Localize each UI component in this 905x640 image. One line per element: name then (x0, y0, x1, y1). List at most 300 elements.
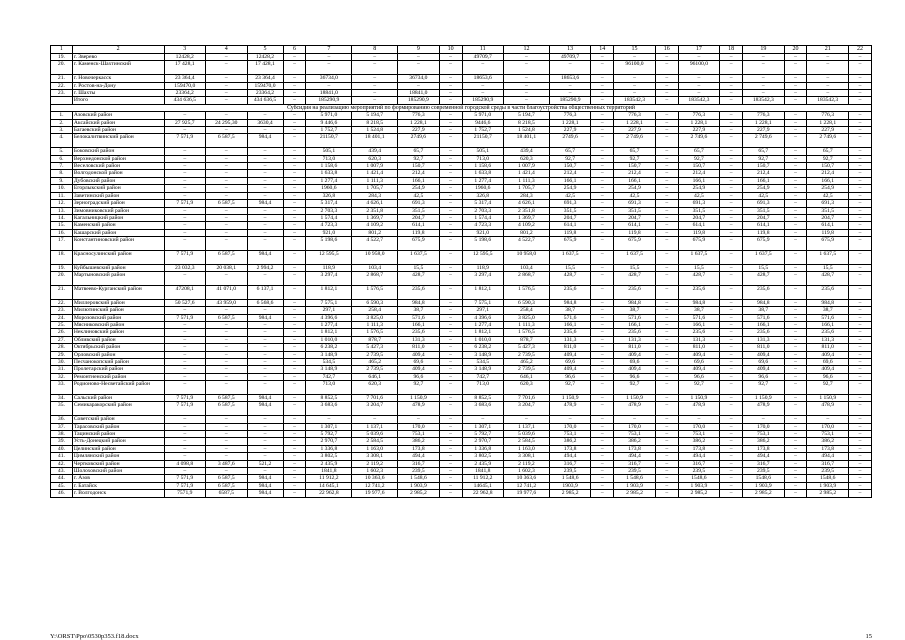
table-cell: 1 576,5 (504, 329, 550, 336)
table-cell: – (247, 222, 283, 229)
table-cell: 5 317,4 (462, 200, 503, 207)
table-cell: 8 (352, 46, 398, 54)
table-cell: – (720, 214, 743, 221)
table-cell: – (720, 54, 743, 61)
table-cell: 297,1 (462, 307, 503, 314)
table-cell: – (247, 373, 283, 380)
table-cell: – (439, 207, 462, 214)
row-name-cell: Тацинский район (72, 431, 164, 438)
table-cell: 2 351,8 (352, 207, 398, 214)
table-cell: 3 148,9 (306, 351, 352, 358)
table-cell: – (206, 222, 247, 229)
table-cell: 7 575,1 (462, 299, 503, 306)
table-cell: 2 703,3 (306, 207, 352, 214)
table-cell: 3 297,4 (462, 272, 503, 286)
table-cell: – (614, 75, 655, 82)
table-row (51, 134, 872, 148)
table-cell: – (720, 460, 743, 467)
table-cell: – (247, 445, 283, 452)
table-cell: 4 109,2 (352, 222, 398, 229)
table-cell: – (848, 54, 871, 61)
table-cell: 235,6 (743, 329, 784, 336)
table-cell: 409,4 (398, 366, 439, 373)
table-cell: – (848, 207, 871, 214)
table-cell: 7 (306, 46, 352, 54)
table-cell: 9446,6 (462, 119, 503, 126)
table-cell: 131,3 (614, 336, 655, 343)
table-cell: – (655, 229, 678, 236)
table-cell: 96100,0 (614, 61, 655, 75)
table-cell: 23. (51, 307, 73, 314)
table-cell: 27 925,7 (164, 119, 205, 126)
table-cell: – (306, 54, 352, 61)
table-row (51, 482, 872, 489)
table-cell: 65,7 (807, 148, 848, 155)
table-cell: – (164, 445, 205, 452)
table-cell: – (720, 127, 743, 134)
table-cell: 150,7 (398, 163, 439, 170)
table-cell: 1 111,3 (352, 321, 398, 328)
table-cell: – (439, 381, 462, 395)
table-cell: – (206, 148, 247, 155)
table-cell: 811,0 (549, 344, 590, 351)
row-name-cell: Мартыновский район (72, 272, 164, 286)
table-cell: 4 723,3 (306, 222, 352, 229)
row-name-cell: Советский район (72, 416, 164, 423)
table-cell: – (164, 155, 205, 162)
table-cell: 7 571,9 (164, 314, 205, 321)
table-cell: 166,1 (614, 321, 655, 328)
table-cell: 1 150,9 (614, 394, 655, 401)
table-cell: 3 308,1 (504, 453, 550, 460)
table-cell: 6 587,5 (206, 134, 247, 148)
table-cell: 254,9 (678, 185, 719, 192)
table-cell: – (591, 207, 614, 214)
table-cell: – (655, 381, 678, 395)
table-cell: 1 576,5 (352, 285, 398, 299)
table-row (51, 468, 872, 475)
table-cell: 22. (51, 82, 73, 89)
table-cell: 118,9 (306, 264, 352, 271)
table-cell: – (614, 82, 655, 89)
table-cell: – (720, 468, 743, 475)
table-cell: – (720, 177, 743, 184)
table-cell: 14 645,1 (306, 482, 352, 489)
table-cell: 1 336,8 (306, 445, 352, 452)
table-cell: 119,8 (398, 229, 439, 236)
table-row (51, 285, 872, 299)
table-cell: – (784, 490, 807, 497)
table-cell: – (655, 82, 678, 89)
table-cell: – (720, 200, 743, 207)
table-cell: – (720, 264, 743, 271)
table-cell: 1 228,1 (678, 119, 719, 126)
table-cell: 12. (51, 200, 73, 207)
page-number: 15 (865, 633, 872, 640)
table-cell: – (439, 358, 462, 365)
table-cell: 119,8 (549, 229, 590, 236)
table-cell: 5 971,0 (462, 112, 503, 119)
table-cell: 494,4 (743, 453, 784, 460)
row-name-cell: Песчанокопский район (72, 358, 164, 365)
table-cell: 41. (51, 453, 73, 460)
table-cell: 166,1 (743, 321, 784, 328)
table-cell: 10 363,6 (352, 475, 398, 482)
table-cell: 7 571,9 (164, 402, 205, 416)
table-cell: – (439, 344, 462, 351)
table-cell: – (784, 155, 807, 162)
table-row (51, 90, 872, 97)
table-cell: – (720, 438, 743, 445)
table-cell: 18653,6 (462, 75, 503, 82)
table-cell: 811,0 (398, 344, 439, 351)
table-cell: 4 723,3 (462, 222, 503, 229)
table-cell: – (591, 460, 614, 467)
table-row (51, 127, 872, 134)
table-cell: – (655, 453, 678, 460)
table-cell: 17 428,1 (247, 61, 283, 75)
table-cell: 1841,8 (462, 468, 503, 475)
table-cell: – (655, 329, 678, 336)
table-cell: – (784, 250, 807, 264)
table-cell: – (848, 177, 871, 184)
table-cell: – (504, 416, 550, 423)
table-cell: 2 435,9 (306, 460, 352, 467)
table-cell: – (504, 97, 550, 104)
table-cell: 258,4 (352, 307, 398, 314)
table-cell: – (848, 61, 871, 75)
table-cell: – (720, 61, 743, 75)
table-cell: 166,1 (678, 177, 719, 184)
table-cell: 92,7 (614, 381, 655, 395)
table-cell: 984,8 (549, 299, 590, 306)
table-cell: – (720, 90, 743, 97)
table-cell: 713,0 (462, 381, 503, 395)
table-cell: 96100,0 (678, 61, 719, 75)
table-cell: 50 527,6 (164, 299, 205, 306)
table-cell: 1 150,9 (549, 394, 590, 401)
table-cell: – (720, 329, 743, 336)
table-cell: – (283, 475, 306, 482)
table-cell: 96,6 (549, 373, 590, 380)
table-cell: 170,0 (398, 423, 439, 430)
table-row (51, 423, 872, 430)
table-cell: – (247, 438, 283, 445)
table-cell: 212,4 (614, 170, 655, 177)
table-cell: – (720, 475, 743, 482)
table-cell: 92,7 (678, 155, 719, 162)
table-cell: – (247, 351, 283, 358)
table-cell: 878,7 (504, 336, 550, 343)
table-cell: – (206, 453, 247, 460)
table-cell: 1 163,0 (352, 445, 398, 452)
table-cell: – (283, 90, 306, 97)
table-cell: 3 148,9 (462, 351, 503, 358)
table-cell: – (784, 54, 807, 61)
table-cell: 2 970,7 (306, 438, 352, 445)
table-cell: – (283, 490, 306, 497)
table-cell: 1 903,9 (807, 482, 848, 489)
table-cell: – (720, 336, 743, 343)
table-cell: 18841,0 (306, 90, 352, 97)
table-cell: 204,7 (743, 214, 784, 221)
table-cell: 326,8 (462, 192, 503, 199)
table-cell: – (784, 402, 807, 416)
table-cell: 478,9 (549, 402, 590, 416)
table-row (51, 460, 872, 467)
table-cell: – (655, 358, 678, 365)
table-cell: 614,1 (398, 222, 439, 229)
table-cell: – (743, 54, 784, 61)
table-cell: 1 137,1 (352, 423, 398, 430)
section-title: Субсидия на реализацию мероприятий по формированию современной городской среды в части благоустройства общественных территорий (51, 104, 872, 111)
table-cell: 465,2 (352, 358, 398, 365)
table-cell: – (848, 468, 871, 475)
table-cell: 776,3 (678, 112, 719, 119)
table-cell: – (352, 82, 398, 89)
table-cell: – (283, 54, 306, 61)
table-cell: 646,1 (352, 373, 398, 380)
table-cell: 212,4 (743, 170, 784, 177)
table-cell: – (720, 119, 743, 126)
table-cell: – (720, 307, 743, 314)
table-cell: 1 705,7 (504, 185, 550, 192)
table-cell: 227,9 (614, 127, 655, 134)
table-cell: – (591, 314, 614, 321)
table-cell: 11. (51, 192, 73, 199)
table-row (51, 264, 872, 271)
table-cell: – (784, 445, 807, 452)
table-cell: – (720, 366, 743, 373)
table-cell: 166,1 (807, 321, 848, 328)
table-cell: – (784, 468, 807, 475)
table-cell: 434 636,5 (164, 97, 205, 104)
table-cell: – (848, 373, 871, 380)
table-cell: – (439, 200, 462, 207)
table-cell: – (848, 229, 871, 236)
table-cell: – (720, 402, 743, 416)
table-cell: – (655, 97, 678, 104)
table-cell: 316,7 (807, 460, 848, 467)
table-cell: 1 903,9 (678, 482, 719, 489)
table-cell: 29. (51, 351, 73, 358)
table-cell: – (591, 134, 614, 148)
table-cell: 173,8 (743, 445, 784, 452)
table-cell: 614,1 (549, 222, 590, 229)
table-cell: 1 228,1 (743, 119, 784, 126)
table-cell: 1548,6 (743, 475, 784, 482)
table-cell: – (439, 272, 462, 286)
table-cell: – (784, 358, 807, 365)
table-cell: 984,8 (807, 299, 848, 306)
table-cell: 409,4 (398, 351, 439, 358)
table-cell: 3 148,9 (306, 366, 352, 373)
table-cell: 428,7 (398, 272, 439, 286)
table-cell: 984,8 (678, 299, 719, 306)
table-cell: 33. (51, 381, 73, 395)
table-cell: – (591, 177, 614, 184)
table-cell: 15,5 (549, 264, 590, 271)
table-cell: – (655, 61, 678, 75)
table-cell: 1 637,5 (549, 250, 590, 264)
table-cell: 742,7 (462, 373, 503, 380)
table-row (51, 373, 872, 380)
table-cell: 4 522,7 (352, 237, 398, 251)
table-cell: – (848, 185, 871, 192)
table-cell: – (591, 237, 614, 251)
table-cell: 1 637,5 (807, 250, 848, 264)
table-cell: 6 590,3 (352, 299, 398, 306)
table-cell: 8 218,5 (504, 119, 550, 126)
table-cell: – (206, 307, 247, 314)
table-cell: 235,6 (398, 285, 439, 299)
table-cell: 131,3 (398, 336, 439, 343)
table-cell: – (720, 112, 743, 119)
table-cell: – (591, 358, 614, 365)
table-cell: 1 574,4 (462, 214, 503, 221)
table-cell: 713,0 (306, 155, 352, 162)
table-cell: 96,6 (614, 373, 655, 380)
table-cell: – (439, 373, 462, 380)
table-row (51, 54, 872, 61)
table-cell: 69,6 (678, 358, 719, 365)
table-cell: – (283, 299, 306, 306)
table-cell: 6. (51, 155, 73, 162)
table-cell: 6 587,5 (206, 482, 247, 489)
table-cell: 1 637,5 (614, 250, 655, 264)
table-cell: 2 985,2 (549, 490, 590, 497)
table-cell: – (591, 402, 614, 416)
table-cell: – (807, 90, 848, 97)
table-cell: 2 739,5 (352, 366, 398, 373)
table-cell: – (283, 329, 306, 336)
table-cell: 753,1 (678, 431, 719, 438)
table-cell: 47208,1 (164, 285, 205, 299)
table-cell: – (591, 381, 614, 395)
table-cell: – (591, 112, 614, 119)
table-cell: – (591, 222, 614, 229)
table-cell: – (283, 119, 306, 126)
table-cell: – (784, 112, 807, 119)
table-cell: 984,4 (247, 475, 283, 482)
table-cell: – (247, 229, 283, 236)
table-cell: – (784, 366, 807, 373)
table-cell: – (848, 358, 871, 365)
table-cell: – (352, 416, 398, 423)
table-cell: 7 571,9 (164, 482, 205, 489)
table-cell: 2 749,6 (743, 134, 784, 148)
table-cell: 10. (51, 185, 73, 192)
page-footer (50, 633, 872, 640)
table-cell: 3 683,6 (306, 402, 352, 416)
table-cell: – (164, 416, 205, 423)
table-row (51, 237, 872, 251)
table-cell: 5 792,7 (306, 431, 352, 438)
table-cell: 3630,4 (247, 119, 283, 126)
row-name-cell: Константиновский район (72, 237, 164, 251)
table-cell: – (655, 148, 678, 155)
table-cell: 776,3 (398, 112, 439, 119)
table-cell: – (591, 329, 614, 336)
table-cell: – (164, 468, 205, 475)
table-cell: – (720, 445, 743, 452)
table-row (51, 229, 872, 236)
table-cell: – (549, 82, 590, 89)
table-cell: 170,0 (549, 423, 590, 430)
table-cell: 204,7 (549, 214, 590, 221)
table-cell: – (848, 250, 871, 264)
table-cell: 620,3 (504, 155, 550, 162)
table-cell: 21150,7 (306, 134, 352, 148)
table-cell: – (720, 423, 743, 430)
table-cell: 92,7 (807, 155, 848, 162)
table-cell: 1 421,4 (352, 170, 398, 177)
table-cell: – (784, 272, 807, 286)
table-row (51, 177, 872, 184)
table-cell: 1 228,1 (549, 119, 590, 126)
table-cell: – (247, 177, 283, 184)
table-cell: 984,8 (743, 299, 784, 306)
table-cell: 65,7 (614, 148, 655, 155)
table-cell: – (614, 54, 655, 61)
table-cell: – (848, 402, 871, 416)
table-cell: – (247, 207, 283, 214)
table-cell: – (784, 438, 807, 445)
table-cell: – (720, 170, 743, 177)
table-cell: – (164, 336, 205, 343)
table-row (51, 192, 872, 199)
table-cell: 7 571,9 (164, 475, 205, 482)
table-cell: 35. (51, 402, 73, 416)
table-cell: – (283, 200, 306, 207)
table-cell: 23 032,3 (164, 264, 205, 271)
table-cell: 494,4 (398, 453, 439, 460)
table-cell: – (655, 177, 678, 184)
table-cell: – (206, 54, 247, 61)
table-cell: – (591, 229, 614, 236)
table-cell: 2 868,7 (504, 272, 550, 286)
table-cell: – (655, 112, 678, 119)
table-cell: 5 198,6 (462, 237, 503, 251)
table-cell: 984,4 (247, 394, 283, 401)
table-cell: 4 522,7 (504, 237, 550, 251)
table-cell: 386,2 (678, 438, 719, 445)
table-cell: 183542,3 (678, 97, 719, 104)
table-cell: – (247, 272, 283, 286)
table-cell: – (352, 90, 398, 97)
table-cell: 5 (247, 46, 283, 54)
table-cell: – (655, 307, 678, 314)
table-cell: – (164, 237, 205, 251)
table-cell: 150,7 (678, 163, 719, 170)
table-cell: 1. (51, 112, 73, 119)
table-cell: 984,4 (247, 200, 283, 207)
table-row (51, 148, 872, 155)
table-cell: 7571,9 (164, 490, 205, 497)
table-cell: – (283, 250, 306, 264)
table-cell: – (591, 170, 614, 177)
table-cell: – (247, 381, 283, 395)
table-cell: 7 701,6 (504, 394, 550, 401)
table-cell: – (678, 54, 719, 61)
table-cell: – (206, 445, 247, 452)
table-cell: 235,6 (678, 329, 719, 336)
table-cell: – (848, 272, 871, 286)
table-cell: – (720, 192, 743, 199)
row-name-cell: Ремонтненский район (72, 373, 164, 380)
table-cell: – (439, 61, 462, 75)
table-cell: – (504, 90, 550, 97)
